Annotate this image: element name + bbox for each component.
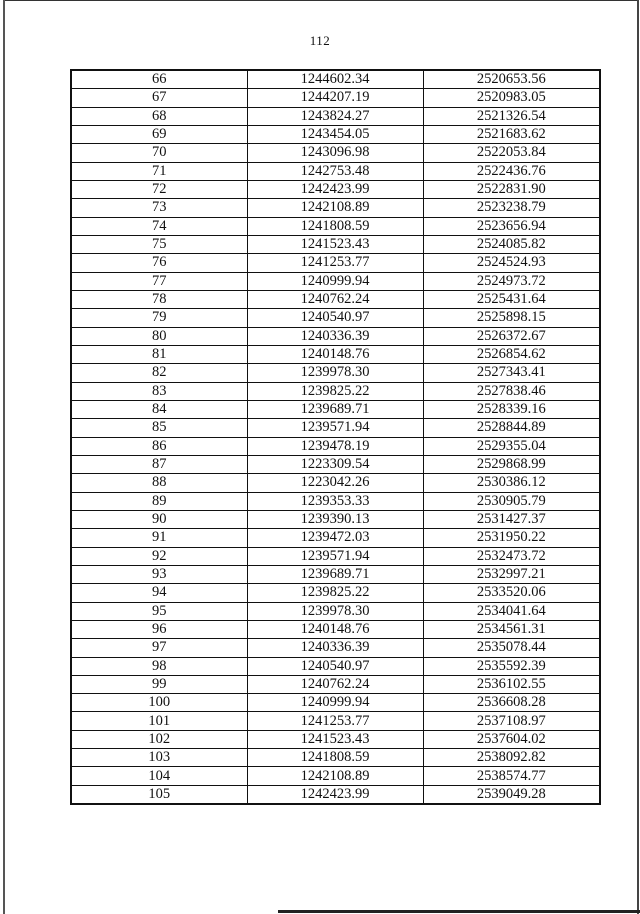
table-row bbox=[71, 290, 600, 308]
x-coordinate-cell: 1239689.71 bbox=[247, 565, 423, 583]
x-coordinate-cell: 1239571.94 bbox=[247, 419, 423, 437]
x-coordinate-cell: 1239978.30 bbox=[247, 602, 423, 620]
point-number-cell: 67 bbox=[71, 89, 247, 107]
table-row bbox=[71, 474, 600, 492]
table-row bbox=[71, 455, 600, 473]
y-coordinate-cell: 2537604.02 bbox=[423, 730, 600, 748]
y-coordinate-cell: 2529355.04 bbox=[423, 437, 600, 455]
y-coordinate-cell: 2530905.79 bbox=[423, 492, 600, 510]
point-number-cell: 99 bbox=[71, 675, 247, 693]
y-coordinate-cell: 2524085.82 bbox=[423, 235, 600, 253]
point-number-cell: 89 bbox=[71, 492, 247, 510]
table-row bbox=[71, 89, 600, 107]
y-coordinate-cell: 2524973.72 bbox=[423, 272, 600, 290]
x-coordinate-cell: 1239689.71 bbox=[247, 400, 423, 418]
y-coordinate-cell: 2531950.22 bbox=[423, 529, 600, 547]
table-row bbox=[71, 272, 600, 290]
x-coordinate-cell: 1240336.39 bbox=[247, 327, 423, 345]
y-coordinate-cell: 2533520.06 bbox=[423, 584, 600, 602]
point-number-cell: 92 bbox=[71, 547, 247, 565]
x-coordinate-cell: 1240148.76 bbox=[247, 345, 423, 363]
coordinates-table bbox=[70, 69, 601, 805]
table-row bbox=[71, 712, 600, 730]
x-coordinate-cell: 1223042.26 bbox=[247, 474, 423, 492]
point-number-cell: 79 bbox=[71, 309, 247, 327]
table-row bbox=[71, 162, 600, 180]
y-coordinate-cell: 2530386.12 bbox=[423, 474, 600, 492]
y-coordinate-cell: 2538574.77 bbox=[423, 767, 600, 785]
x-coordinate-cell: 1240999.94 bbox=[247, 272, 423, 290]
table-row bbox=[71, 345, 600, 363]
point-number-cell: 73 bbox=[71, 199, 247, 217]
x-coordinate-cell: 1239571.94 bbox=[247, 547, 423, 565]
y-coordinate-cell: 2536608.28 bbox=[423, 694, 600, 712]
y-coordinate-cell: 2534041.64 bbox=[423, 602, 600, 620]
point-number-cell: 96 bbox=[71, 620, 247, 638]
table-row bbox=[71, 254, 600, 272]
point-number-cell: 84 bbox=[71, 400, 247, 418]
page-border-right bbox=[637, 0, 639, 914]
coordinates-table-body bbox=[71, 70, 600, 804]
x-coordinate-cell: 1240540.97 bbox=[247, 309, 423, 327]
x-coordinate-cell: 1243454.05 bbox=[247, 125, 423, 143]
table-row bbox=[71, 419, 600, 437]
x-coordinate-cell: 1244207.19 bbox=[247, 89, 423, 107]
point-number-cell: 104 bbox=[71, 767, 247, 785]
table-row bbox=[71, 327, 600, 345]
x-coordinate-cell: 1243096.98 bbox=[247, 144, 423, 162]
y-coordinate-cell: 2525431.64 bbox=[423, 290, 600, 308]
x-coordinate-cell: 1241808.59 bbox=[247, 749, 423, 767]
point-number-cell: 83 bbox=[71, 382, 247, 400]
x-coordinate-cell: 1242423.99 bbox=[247, 180, 423, 198]
y-coordinate-cell: 2520983.05 bbox=[423, 89, 600, 107]
x-coordinate-cell: 1240336.39 bbox=[247, 639, 423, 657]
x-coordinate-cell: 1239825.22 bbox=[247, 584, 423, 602]
y-coordinate-cell: 2538092.82 bbox=[423, 749, 600, 767]
point-number-cell: 81 bbox=[71, 345, 247, 363]
y-coordinate-cell: 2535592.39 bbox=[423, 657, 600, 675]
y-coordinate-cell: 2528339.16 bbox=[423, 400, 600, 418]
table-row bbox=[71, 217, 600, 235]
y-coordinate-cell: 2535078.44 bbox=[423, 639, 600, 657]
table-row bbox=[71, 437, 600, 455]
y-coordinate-cell: 2537108.97 bbox=[423, 712, 600, 730]
x-coordinate-cell: 1241253.77 bbox=[247, 712, 423, 730]
point-number-cell: 80 bbox=[71, 327, 247, 345]
page-border-top bbox=[4, 0, 638, 1]
table-row bbox=[71, 107, 600, 125]
table-row bbox=[71, 785, 600, 804]
x-coordinate-cell: 1242423.99 bbox=[247, 785, 423, 804]
table-row bbox=[71, 602, 600, 620]
x-coordinate-cell: 1244602.34 bbox=[247, 70, 423, 89]
y-coordinate-cell: 2520653.56 bbox=[423, 70, 600, 89]
x-coordinate-cell: 1240999.94 bbox=[247, 694, 423, 712]
point-number-cell: 103 bbox=[71, 749, 247, 767]
table-row bbox=[71, 749, 600, 767]
table-row bbox=[71, 639, 600, 657]
table-row bbox=[71, 620, 600, 638]
x-coordinate-cell: 1239978.30 bbox=[247, 364, 423, 382]
point-number-cell: 82 bbox=[71, 364, 247, 382]
table-row bbox=[71, 180, 600, 198]
table-row bbox=[71, 70, 600, 89]
point-number-cell: 74 bbox=[71, 217, 247, 235]
page-border-left bbox=[3, 0, 5, 914]
y-coordinate-cell: 2527343.41 bbox=[423, 364, 600, 382]
x-coordinate-cell: 1240762.24 bbox=[247, 290, 423, 308]
point-number-cell: 95 bbox=[71, 602, 247, 620]
point-number-cell: 94 bbox=[71, 584, 247, 602]
page-border-bottom bbox=[278, 910, 640, 913]
point-number-cell: 97 bbox=[71, 639, 247, 657]
table-row bbox=[71, 125, 600, 143]
point-number-cell: 68 bbox=[71, 107, 247, 125]
y-coordinate-cell: 2522053.84 bbox=[423, 144, 600, 162]
y-coordinate-cell: 2527838.46 bbox=[423, 382, 600, 400]
table-row bbox=[71, 657, 600, 675]
y-coordinate-cell: 2521326.54 bbox=[423, 107, 600, 125]
point-number-cell: 93 bbox=[71, 565, 247, 583]
y-coordinate-cell: 2522831.90 bbox=[423, 180, 600, 198]
y-coordinate-cell: 2534561.31 bbox=[423, 620, 600, 638]
x-coordinate-cell: 1239478.19 bbox=[247, 437, 423, 455]
y-coordinate-cell: 2539049.28 bbox=[423, 785, 600, 804]
x-coordinate-cell: 1242753.48 bbox=[247, 162, 423, 180]
point-number-cell: 71 bbox=[71, 162, 247, 180]
table-row bbox=[71, 309, 600, 327]
point-number-cell: 101 bbox=[71, 712, 247, 730]
point-number-cell: 69 bbox=[71, 125, 247, 143]
table-row bbox=[71, 400, 600, 418]
x-coordinate-cell: 1223309.54 bbox=[247, 455, 423, 473]
table-row bbox=[71, 510, 600, 528]
x-coordinate-cell: 1240762.24 bbox=[247, 675, 423, 693]
point-number-cell: 85 bbox=[71, 419, 247, 437]
table-row bbox=[71, 584, 600, 602]
table-row bbox=[71, 694, 600, 712]
point-number-cell: 86 bbox=[71, 437, 247, 455]
point-number-cell: 87 bbox=[71, 455, 247, 473]
point-number-cell: 66 bbox=[71, 70, 247, 89]
table-row bbox=[71, 364, 600, 382]
point-number-cell: 105 bbox=[71, 785, 247, 804]
x-coordinate-cell: 1241253.77 bbox=[247, 254, 423, 272]
y-coordinate-cell: 2531427.37 bbox=[423, 510, 600, 528]
table-row bbox=[71, 565, 600, 583]
y-coordinate-cell: 2525898.15 bbox=[423, 309, 600, 327]
x-coordinate-cell: 1243824.27 bbox=[247, 107, 423, 125]
y-coordinate-cell: 2524524.93 bbox=[423, 254, 600, 272]
table-row bbox=[71, 547, 600, 565]
point-number-cell: 76 bbox=[71, 254, 247, 272]
point-number-cell: 77 bbox=[71, 272, 247, 290]
point-number-cell: 78 bbox=[71, 290, 247, 308]
table-row bbox=[71, 144, 600, 162]
x-coordinate-cell: 1240148.76 bbox=[247, 620, 423, 638]
x-coordinate-cell: 1239472.03 bbox=[247, 529, 423, 547]
y-coordinate-cell: 2526372.67 bbox=[423, 327, 600, 345]
x-coordinate-cell: 1242108.89 bbox=[247, 199, 423, 217]
y-coordinate-cell: 2529868.99 bbox=[423, 455, 600, 473]
point-number-cell: 75 bbox=[71, 235, 247, 253]
x-coordinate-cell: 1241523.43 bbox=[247, 730, 423, 748]
y-coordinate-cell: 2522436.76 bbox=[423, 162, 600, 180]
x-coordinate-cell: 1239825.22 bbox=[247, 382, 423, 400]
x-coordinate-cell: 1239390.13 bbox=[247, 510, 423, 528]
page-number: 112 bbox=[309, 33, 331, 48]
point-number-cell: 70 bbox=[71, 144, 247, 162]
y-coordinate-cell: 2532997.21 bbox=[423, 565, 600, 583]
table-row bbox=[71, 199, 600, 217]
y-coordinate-cell: 2523238.79 bbox=[423, 199, 600, 217]
table-row bbox=[71, 235, 600, 253]
x-coordinate-cell: 1242108.89 bbox=[247, 767, 423, 785]
x-coordinate-cell: 1241523.43 bbox=[247, 235, 423, 253]
point-number-cell: 100 bbox=[71, 694, 247, 712]
y-coordinate-cell: 2536102.55 bbox=[423, 675, 600, 693]
table-row bbox=[71, 767, 600, 785]
y-coordinate-cell: 2523656.94 bbox=[423, 217, 600, 235]
y-coordinate-cell: 2528844.89 bbox=[423, 419, 600, 437]
table-row bbox=[71, 492, 600, 510]
table-row bbox=[71, 529, 600, 547]
point-number-cell: 72 bbox=[71, 180, 247, 198]
point-number-cell: 88 bbox=[71, 474, 247, 492]
y-coordinate-cell: 2532473.72 bbox=[423, 547, 600, 565]
point-number-cell: 98 bbox=[71, 657, 247, 675]
table-row bbox=[71, 730, 600, 748]
table-row bbox=[71, 382, 600, 400]
point-number-cell: 102 bbox=[71, 730, 247, 748]
x-coordinate-cell: 1240540.97 bbox=[247, 657, 423, 675]
point-number-cell: 90 bbox=[71, 510, 247, 528]
x-coordinate-cell: 1239353.33 bbox=[247, 492, 423, 510]
y-coordinate-cell: 2521683.62 bbox=[423, 125, 600, 143]
point-number-cell: 91 bbox=[71, 529, 247, 547]
table-row bbox=[71, 675, 600, 693]
x-coordinate-cell: 1241808.59 bbox=[247, 217, 423, 235]
y-coordinate-cell: 2526854.62 bbox=[423, 345, 600, 363]
